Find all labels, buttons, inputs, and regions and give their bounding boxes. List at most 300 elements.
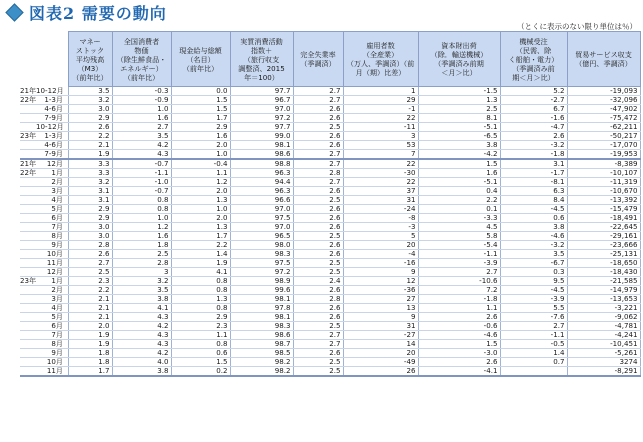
- table-cell: 26: [343, 367, 418, 377]
- row-label: [20, 150, 68, 160]
- table-cell: -18,491: [567, 214, 640, 223]
- row-label: [20, 349, 68, 358]
- table-cell: 1.7: [171, 114, 230, 123]
- table-cell: 98.9: [230, 277, 293, 286]
- table-cell: 98.1: [230, 295, 293, 304]
- table-cell: 5.8: [418, 232, 500, 241]
- table-cell: 0.1: [418, 205, 500, 214]
- table-cell: 7.2: [418, 286, 500, 295]
- table-cell: 2.5: [68, 268, 112, 277]
- row-label: [20, 295, 68, 304]
- table-cell: 4.2: [112, 349, 171, 358]
- table-cell: -19,093: [567, 87, 640, 96]
- table-row: [20, 268, 640, 277]
- table-cell: 98.1: [230, 141, 293, 150]
- table-cell: -4.1: [418, 367, 500, 377]
- table-cell: -1.8: [500, 150, 567, 160]
- table-cell: -23,666: [567, 241, 640, 250]
- table-cell: 2.7: [418, 268, 500, 277]
- table-cell: 98.3: [230, 322, 293, 331]
- table-cell: 37: [343, 187, 418, 196]
- table-cell: 1.3: [171, 295, 230, 304]
- row-label: [20, 322, 68, 331]
- row-period: 4月: [51, 195, 63, 204]
- table-cell: 3.2: [68, 178, 112, 187]
- table-cell: -32,096: [567, 96, 640, 105]
- table-cell: 3.5: [112, 132, 171, 141]
- table-cell: 2.6: [293, 286, 343, 295]
- table-cell: 3.1: [68, 196, 112, 205]
- table-cell: -10.6: [418, 277, 500, 286]
- table-cell: 2.7: [293, 87, 343, 96]
- row-period: 7-9月: [44, 113, 63, 122]
- table-row: [20, 196, 640, 205]
- table-cell: 1.5: [171, 96, 230, 105]
- col-machinery-orders: 機械受注 （民需、除 く船舶・電力） （季調済み前 期＜月＞比）: [500, 32, 567, 87]
- table-cell: 2.5: [293, 367, 343, 377]
- table-cell: 1.8: [68, 349, 112, 358]
- table-cell: 9.5: [500, 277, 567, 286]
- table-cell: -14,979: [567, 286, 640, 295]
- table-cell: -4,781: [567, 322, 640, 331]
- table-row: [20, 313, 640, 322]
- table-cell: 96.7: [230, 96, 293, 105]
- table-cell: -21,585: [567, 277, 640, 286]
- row-label: [20, 114, 68, 123]
- table-row: [20, 123, 640, 132]
- table-cell: 27: [343, 295, 418, 304]
- table-cell: 2.0: [68, 322, 112, 331]
- row-period: 1月: [51, 276, 63, 285]
- table-cell: 3.1: [68, 187, 112, 196]
- table-cell: 4.1: [171, 268, 230, 277]
- table-row: [20, 141, 640, 150]
- table-cell: 2.6: [293, 141, 343, 150]
- table-cell: 98.0: [230, 241, 293, 250]
- row-label: [20, 250, 68, 259]
- table-cell: -6.7: [500, 259, 567, 268]
- quarterly-section: [20, 87, 640, 160]
- table-cell: -15,479: [567, 205, 640, 214]
- table-cell: 4.3: [112, 313, 171, 322]
- table-cell: 29: [343, 96, 418, 105]
- table-cell: 97.2: [230, 114, 293, 123]
- table-cell: 1.3: [418, 96, 500, 105]
- table-cell: -10,670: [567, 187, 640, 196]
- table-cell: 3.8: [112, 295, 171, 304]
- col-money-stock: マネー ストック 平均残高 （M3） （前年比）: [68, 32, 112, 87]
- row-label: [20, 141, 68, 150]
- table-cell: 0.3: [500, 268, 567, 277]
- table-cell: 2.5: [293, 268, 343, 277]
- table-cell: 2.8: [293, 169, 343, 178]
- table-cell: 2.7: [500, 322, 567, 331]
- row-label: [20, 214, 68, 223]
- table-cell: 0.6: [500, 214, 567, 223]
- table-row: [20, 132, 640, 141]
- table-cell: -1.8: [418, 295, 500, 304]
- row-period: 9月: [51, 240, 63, 249]
- table-cell: -5.1: [418, 123, 500, 132]
- table-cell: -10,451: [567, 340, 640, 349]
- table-cell: 2.6: [418, 313, 500, 322]
- table-cell: 1.1: [418, 304, 500, 313]
- table-cell: 1.9: [68, 331, 112, 340]
- table-cell: 3.8: [500, 223, 567, 232]
- table-cell: 1.0: [171, 150, 230, 160]
- table-cell: -0.9: [112, 96, 171, 105]
- row-period: 11月: [46, 258, 63, 267]
- table-cell: -9,062: [567, 313, 640, 322]
- table-cell: 96.6: [230, 196, 293, 205]
- table-cell: 1.5: [418, 159, 500, 169]
- row-label: [20, 178, 68, 187]
- row-period: 8月: [51, 231, 63, 240]
- table-cell: -50,217: [567, 132, 640, 141]
- table-cell: -30: [343, 169, 418, 178]
- table-cell: 31: [343, 322, 418, 331]
- table-cell: -7.6: [500, 313, 567, 322]
- table-cell: 98.8: [230, 159, 293, 169]
- table-cell: 53: [343, 141, 418, 150]
- table-cell: 98.2: [230, 358, 293, 367]
- table-cell: 2.2: [68, 286, 112, 295]
- table-cell: 2.0: [171, 187, 230, 196]
- table-cell: -22,645: [567, 223, 640, 232]
- row-period: 7月: [51, 222, 63, 231]
- table-row: [20, 304, 640, 313]
- table-cell: 7: [343, 150, 418, 160]
- table-cell: 2.5: [293, 196, 343, 205]
- table-cell: -8,389: [567, 159, 640, 169]
- table-cell: 13: [343, 304, 418, 313]
- table-cell: 2.9: [68, 205, 112, 214]
- table-row: [20, 241, 640, 250]
- table-cell: [500, 367, 567, 377]
- table-cell: 2.5: [112, 250, 171, 259]
- table-cell: 2.6: [293, 349, 343, 358]
- table-cell: -25,131: [567, 250, 640, 259]
- table-row: [20, 96, 640, 105]
- table-cell: 2.7: [112, 123, 171, 132]
- table-cell: 97.8: [230, 304, 293, 313]
- table-cell: -3.9: [418, 259, 500, 268]
- table-cell: 96.5: [230, 232, 293, 241]
- table-cell: 2.6: [68, 250, 112, 259]
- table-cell: 97.0: [230, 105, 293, 114]
- table-cell: -3.2: [500, 141, 567, 150]
- row-period: 10-12月: [36, 122, 64, 131]
- table-row: [20, 159, 640, 169]
- table-cell: 2.9: [68, 214, 112, 223]
- table-row: [20, 114, 640, 123]
- table-cell: 5.5: [500, 304, 567, 313]
- table-cell: -4.6: [500, 232, 567, 241]
- table-cell: -24: [343, 205, 418, 214]
- table-cell: 1.1: [171, 169, 230, 178]
- table-cell: 1.5: [418, 340, 500, 349]
- table-row: [20, 223, 640, 232]
- table-cell: 0.8: [112, 205, 171, 214]
- table-cell: -4.5: [500, 286, 567, 295]
- table-cell: 98.6: [230, 331, 293, 340]
- table-cell: 3.0: [68, 223, 112, 232]
- table-cell: 1.5: [171, 105, 230, 114]
- table-cell: 0.4: [418, 187, 500, 196]
- row-period: 6月: [51, 213, 63, 222]
- table-cell: -1.0: [112, 178, 171, 187]
- table-cell: 3.2: [112, 277, 171, 286]
- table-cell: -1.5: [418, 87, 500, 96]
- row-label: [20, 286, 68, 295]
- table-cell: 97.0: [230, 223, 293, 232]
- row-label: [20, 196, 68, 205]
- row-label: [20, 96, 68, 105]
- table-cell: -0.4: [171, 159, 230, 169]
- table-cell: 2.6: [500, 132, 567, 141]
- table-cell: 8.1: [418, 114, 500, 123]
- table-cell: 20: [343, 349, 418, 358]
- table-cell: 0.0: [171, 87, 230, 96]
- table-cell: 0.8: [112, 196, 171, 205]
- table-cell: 2.4: [293, 277, 343, 286]
- row-label: [20, 232, 68, 241]
- table-cell: 1.2: [112, 223, 171, 232]
- table-cell: 1.3: [171, 223, 230, 232]
- row-period: 4月: [51, 303, 63, 312]
- table-cell: 2.9: [68, 114, 112, 123]
- table-row: [20, 286, 640, 295]
- table-cell: 2.6: [68, 123, 112, 132]
- table-cell: 2.1: [68, 295, 112, 304]
- row-period: 7-9月: [44, 149, 63, 158]
- table-cell: 2.6: [293, 250, 343, 259]
- row-period: 1月: [51, 168, 63, 177]
- col-unemployment: 完全失業率 （季調済）: [293, 32, 343, 87]
- table-cell: 0.8: [171, 286, 230, 295]
- table-cell: 4.5: [418, 223, 500, 232]
- row-period: 2月: [51, 177, 63, 186]
- table-cell: -27: [343, 331, 418, 340]
- table-cell: 0.8: [171, 277, 230, 286]
- row-period: 10-12月: [36, 86, 64, 95]
- table-row: [20, 277, 640, 286]
- table-cell: 98.6: [230, 150, 293, 160]
- table-cell: 97.5: [230, 259, 293, 268]
- row-period: 4-6月: [44, 104, 63, 113]
- table-cell: 2.7: [293, 96, 343, 105]
- table-cell: 1.2: [171, 178, 230, 187]
- table-cell: 3.0: [68, 105, 112, 114]
- table-cell: 3.8: [418, 141, 500, 150]
- table-cell: 2.6: [293, 223, 343, 232]
- row-label: [20, 187, 68, 196]
- row-label: [20, 123, 68, 132]
- row-period: 8月: [51, 339, 63, 348]
- demand-table: [20, 31, 641, 377]
- table-cell: 3.3: [68, 169, 112, 178]
- table-cell: -10,107: [567, 169, 640, 178]
- row-period: 2月: [51, 285, 63, 294]
- table-cell: 98.5: [230, 349, 293, 358]
- row-year: 23年: [20, 131, 37, 140]
- table-cell: -17,070: [567, 141, 640, 150]
- table-row: [20, 87, 640, 96]
- table-cell: -13,392: [567, 196, 640, 205]
- row-label: [20, 169, 68, 178]
- table-cell: 22: [343, 114, 418, 123]
- table-cell: 2.6: [293, 105, 343, 114]
- table-cell: 4.2: [112, 322, 171, 331]
- table-cell: 0.7: [500, 358, 567, 367]
- table-cell: -8,291: [567, 367, 640, 377]
- table-cell: 2.6: [293, 304, 343, 313]
- table-cell: 6.3: [500, 187, 567, 196]
- col-capital-goods: 資本財出荷 （除．輸送機械） （季調済み前期 ＜月＞比）: [418, 32, 500, 87]
- table-cell: 2.6: [293, 114, 343, 123]
- table-cell: -1.7: [500, 169, 567, 178]
- table-cell: -11: [343, 123, 418, 132]
- row-label: [20, 259, 68, 268]
- table-cell: 94.4: [230, 178, 293, 187]
- table-cell: 2.8: [112, 259, 171, 268]
- table-cell: 3.0: [68, 232, 112, 241]
- table-cell: -18,430: [567, 268, 640, 277]
- row-label: [20, 205, 68, 214]
- table-cell: 3274: [567, 358, 640, 367]
- table-cell: -4,241: [567, 331, 640, 340]
- table-cell: 2.2: [68, 132, 112, 141]
- table-cell: 31: [343, 196, 418, 205]
- monthly-section: [20, 159, 640, 376]
- table-cell: -8: [343, 214, 418, 223]
- table-cell: 3.8: [112, 367, 171, 377]
- table-row: [20, 367, 640, 377]
- table-cell: -13,653: [567, 295, 640, 304]
- table-cell: 3: [343, 132, 418, 141]
- table-cell: 2.5: [293, 123, 343, 132]
- figure-title-text: 図表2 需要の動向: [29, 3, 167, 23]
- table-cell: 2.6: [293, 132, 343, 141]
- table-cell: 4.1: [112, 304, 171, 313]
- table-row: [20, 349, 640, 358]
- row-label: [20, 105, 68, 114]
- table-cell: -18,650: [567, 259, 640, 268]
- table-cell: 2.7: [293, 159, 343, 169]
- row-period: 1-3月: [44, 95, 63, 104]
- table-cell: 97.2: [230, 268, 293, 277]
- table-cell: -5.1: [418, 178, 500, 187]
- table-cell: 2.5: [293, 259, 343, 268]
- row-period: 10月: [46, 249, 63, 258]
- row-label: [20, 87, 68, 96]
- table-cell: 1.9: [171, 259, 230, 268]
- table-cell: 22: [343, 159, 418, 169]
- table-cell: 4.3: [112, 150, 171, 160]
- header-row: [20, 32, 640, 87]
- table-cell: 97.7: [230, 123, 293, 132]
- header-corner: [20, 32, 68, 87]
- table-cell: -75,472: [567, 114, 640, 123]
- table-cell: -3.3: [418, 214, 500, 223]
- table-cell: 0.6: [171, 349, 230, 358]
- table-cell: 1.9: [68, 150, 112, 160]
- table-cell: 5.2: [500, 87, 567, 96]
- row-period: 12月: [46, 267, 63, 276]
- table-cell: -0.6: [418, 322, 500, 331]
- table-cell: 3.5: [112, 286, 171, 295]
- table-cell: 1.0: [112, 214, 171, 223]
- table-cell: 2.7: [293, 340, 343, 349]
- table-row: [20, 250, 640, 259]
- table-cell: 4.3: [112, 331, 171, 340]
- row-year: 23年: [20, 276, 37, 285]
- row-label: [20, 331, 68, 340]
- table-cell: 0.8: [171, 340, 230, 349]
- table-cell: 1.7: [171, 232, 230, 241]
- table-cell: 98.3: [230, 250, 293, 259]
- table-cell: 1.0: [112, 105, 171, 114]
- row-label: [20, 340, 68, 349]
- table-cell: 2.5: [293, 232, 343, 241]
- table-row: [20, 295, 640, 304]
- table-cell: 2.8: [293, 295, 343, 304]
- table-cell: 99.6: [230, 286, 293, 295]
- col-trade-balance: 貿易サービス収支 （億円、季調済）: [567, 32, 640, 87]
- table-cell: 1.8: [112, 241, 171, 250]
- row-period: 3月: [51, 186, 63, 195]
- table-cell: 9: [343, 268, 418, 277]
- row-period: 12月: [46, 159, 63, 168]
- table-cell: 97.5: [230, 214, 293, 223]
- row-label: [20, 304, 68, 313]
- row-period: 11月: [46, 366, 63, 375]
- table-cell: 4.2: [112, 141, 171, 150]
- table-cell: 14: [343, 340, 418, 349]
- table-cell: 3.2: [68, 96, 112, 105]
- table-cell: -47,902: [567, 105, 640, 114]
- diamond-icon: [5, 3, 23, 21]
- table-row: [20, 358, 640, 367]
- table-cell: 3.5: [68, 87, 112, 96]
- table-cell: 98.7: [230, 340, 293, 349]
- table-cell: -29,161: [567, 232, 640, 241]
- row-label: [20, 159, 68, 169]
- table-cell: 2.1: [68, 304, 112, 313]
- table-cell: 1.8: [68, 358, 112, 367]
- table-cell: -0.7: [112, 159, 171, 169]
- table-cell: -3.9: [500, 295, 567, 304]
- row-period: 6月: [51, 321, 63, 330]
- table-cell: 2.7: [68, 259, 112, 268]
- table-row: [20, 150, 640, 160]
- table-cell: 2.9: [171, 313, 230, 322]
- table-cell: 1.3: [171, 196, 230, 205]
- table-cell: 2.7: [293, 331, 343, 340]
- table-cell: 2.2: [171, 241, 230, 250]
- table-cell: 1.6: [171, 132, 230, 141]
- figure-title: [4, 2, 167, 22]
- row-year: 22年: [20, 95, 37, 104]
- table-cell: 1.0: [171, 205, 230, 214]
- table-cell: 96.3: [230, 169, 293, 178]
- table-cell: -36: [343, 286, 418, 295]
- table-cell: 98.2: [230, 367, 293, 377]
- table-cell: 22: [343, 178, 418, 187]
- row-period: 10月: [46, 357, 63, 366]
- table-cell: -49: [343, 358, 418, 367]
- row-period: 5月: [51, 204, 63, 213]
